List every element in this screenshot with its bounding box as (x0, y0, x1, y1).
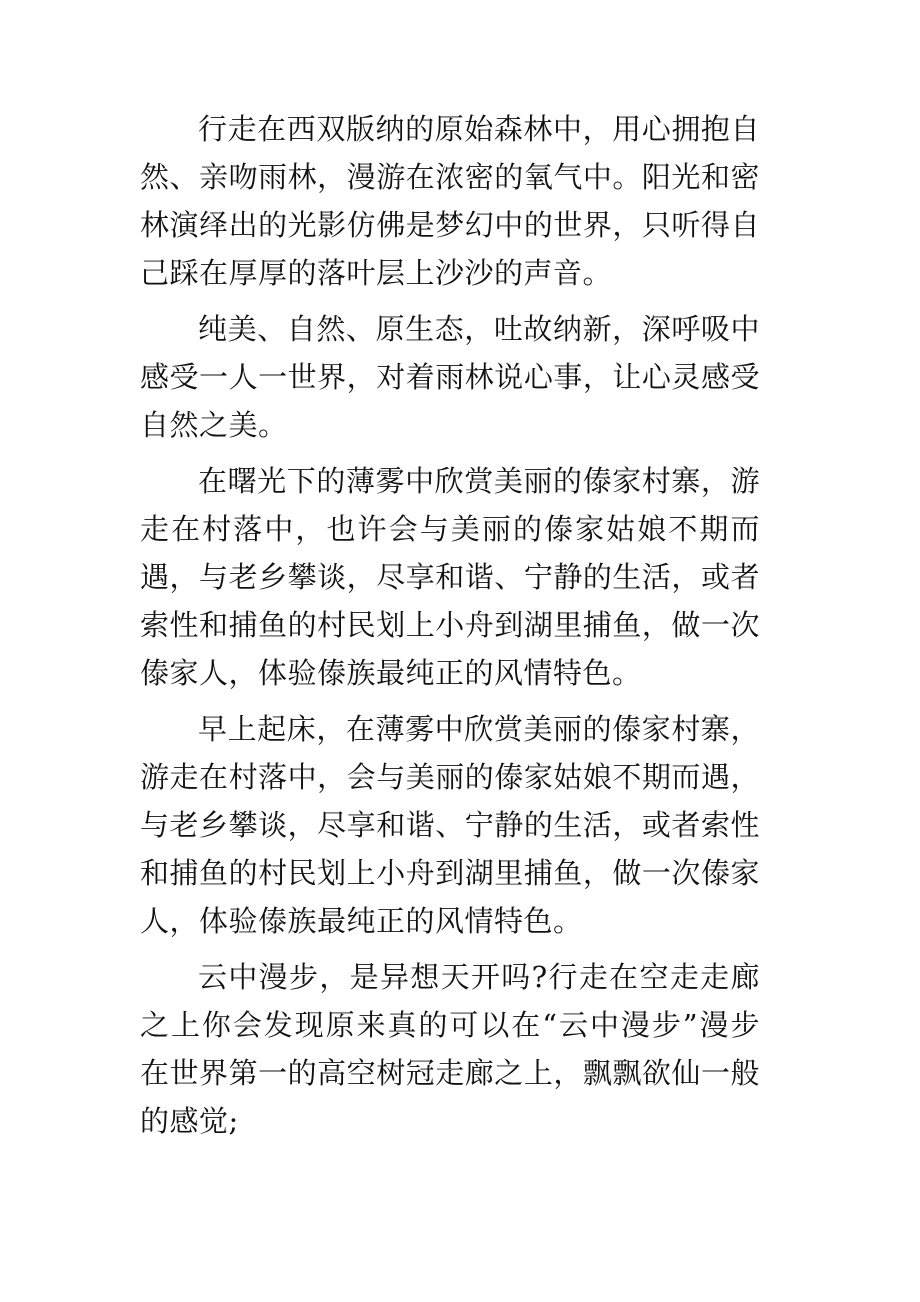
paragraph-dai-village-morning: 早上起床，在薄雾中欣赏美丽的傣家村寨，游走在村落中，会与美丽的傣家姑娘不期而遇，与老乡攀谈，尽享和谐、宁静的生活，或者索性和捕鱼的村民划上小舟到湖里捕鱼，做一次傣家人，体验傣族最纯正的风情特色。 (140, 712, 760, 938)
paragraph-rainforest-walk: 行走在西双版纳的原始森林中，用心拥抱自然、亲吻雨林，漫游在浓密的氧气中。阳光和密林演绎出的光影仿佛是梦幻中的世界，只听得自己踩在厚厚的落叶层上沙沙的声音。 (140, 112, 760, 290)
paragraph-dai-village-dawn: 在曙光下的薄雾中欣赏美丽的傣家村寨，游走在村落中，也许会与美丽的傣家姑娘不期而遇，与老乡攀谈，尽享和谐、宁静的生活，或者索性和捕鱼的村民划上小舟到湖里捕鱼，做一次傣家人，体验傣族最纯正的风情特色。 (140, 464, 760, 690)
document-body (140, 105, 760, 1153)
paragraph-natural-beauty: 纯美、自然、原生态，吐故纳新，深呼吸中感受一人一世界，对着雨林说心事，让心灵感受自然之美。 (140, 312, 760, 442)
paragraph-canopy-walkway: 云中漫步，是异想天开吗?行走在空走走廊之上你会发现原来真的可以在“云中漫步”漫步在世界第一的高空树冠走廊之上，飘飘欲仙一般的感觉; (140, 960, 760, 1138)
